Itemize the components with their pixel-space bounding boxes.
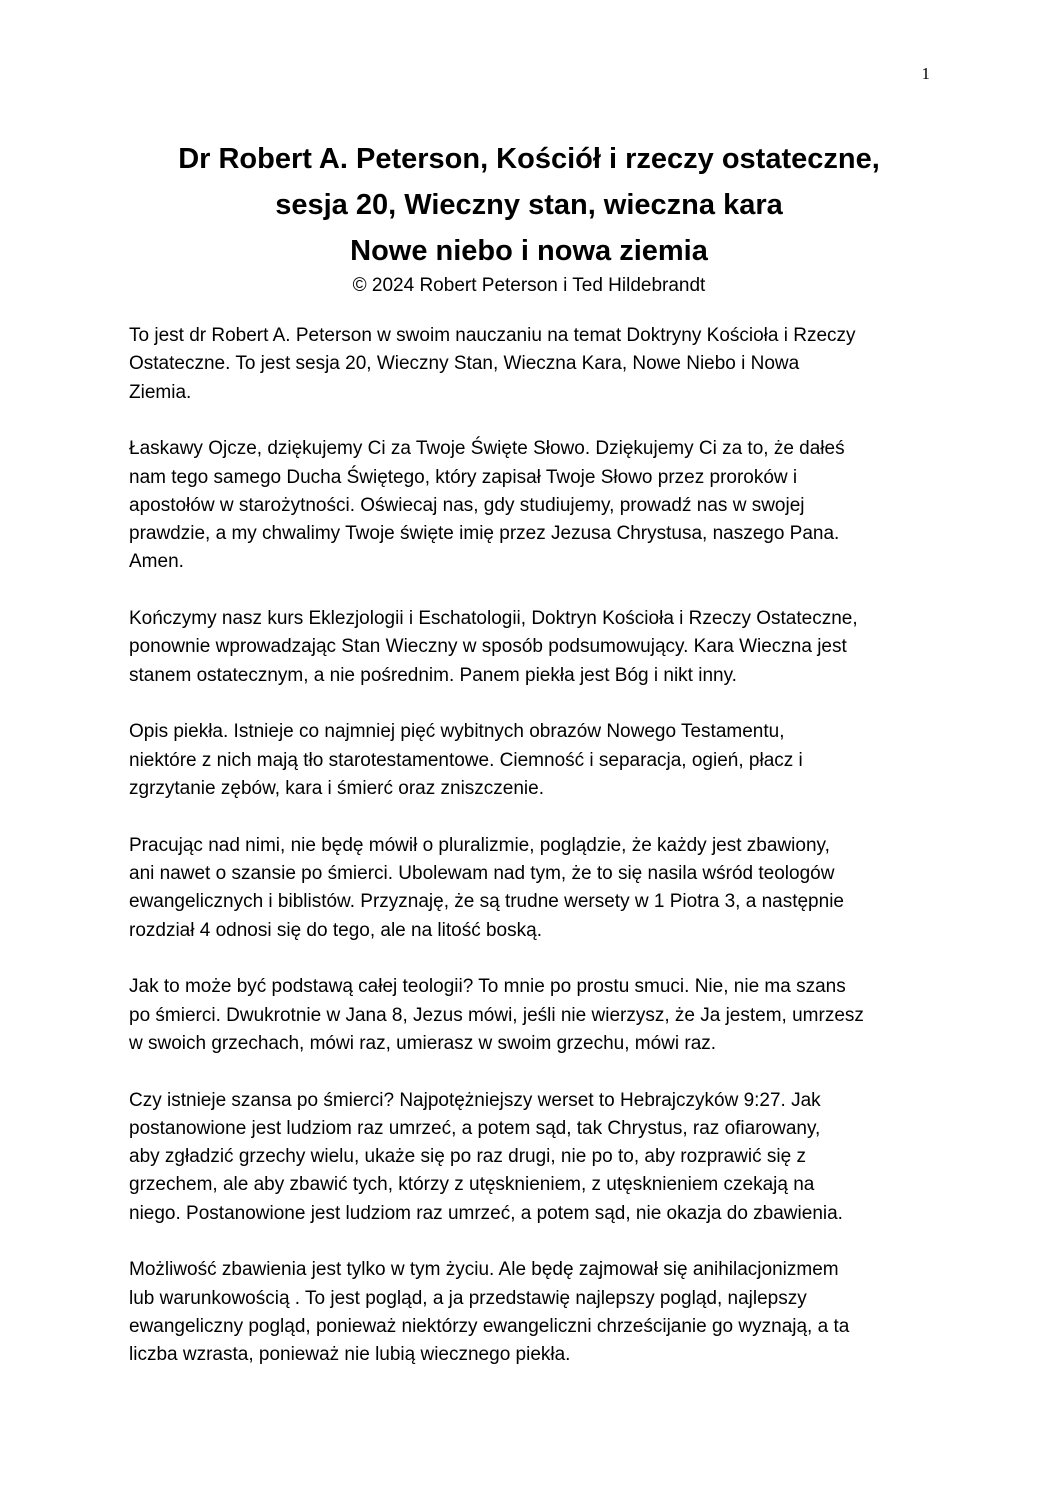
text-line: prawdzie, a my chwalimy Twoje święte imię przez Jezusa Chrystusa, naszego Pana. [129, 523, 840, 545]
paragraph-1 [129, 322, 939, 407]
copyright-notice: © 2024 Robert Peterson i Ted Hildebrandt [352, 275, 706, 296]
paragraph-6 [129, 973, 939, 1058]
text-line: nam tego samego Ducha Świętego, który zapisał Twoje Słowo przez proroków i [129, 466, 798, 488]
text-line: liczba wzrasta, ponieważ nie lubią wiecznego piekła. [129, 1344, 571, 1366]
text-line: apostołów w starożytności. Oświecaj nas, gdy studiujemy, prowadź nas w swojej [129, 494, 805, 516]
paragraph-8 [129, 1256, 939, 1369]
paragraph-4 [129, 718, 939, 803]
text-line: po śmierci. Dwukrotnie w Jana 8, Jezus mówi, jeśli nie wierzysz, że Ja jestem, umrzesz [129, 1004, 864, 1026]
text-line: Amen. [129, 551, 184, 573]
text-line: Jak to może być podstawą całej teologii? To mnie po prostu smuci. Nie, nie ma szans [129, 976, 846, 998]
text-line: ani nawet o szansie po śmierci. Ubolewam nad tym, że to się nasila wśród teologów [129, 863, 835, 885]
paragraph-7 [129, 1087, 939, 1228]
text-line: niektóre z nich mają tło starotestamentowe. Ciemność i separacja, ogień, płacz i [129, 749, 803, 771]
paragraph-3 [129, 605, 939, 690]
text-line: Pracując nad nimi, nie będę mówił o pluralizmie, poglądzie, że każdy jest zbawiony, [129, 834, 830, 856]
text-line: Możliwość zbawienia jest tylko w tym życiu. Ale będę zajmował się anihilacjonizmem [129, 1259, 839, 1281]
text-line: niego. Postanowione jest ludziom raz umrzeć, a potem sąd, nie okazja do zbawienia. [129, 1202, 843, 1224]
text-line: grzechem, ale aby zbawić tych, którzy z utęsknieniem, z utęsknieniem czekają na [129, 1174, 815, 1196]
title-block [60, 136, 998, 300]
body-text [129, 322, 939, 1398]
text-line: postanowione jest ludziom raz umrzeć, a potem sąd, tak Chrystus, raz ofiarowany, [129, 1117, 821, 1139]
document-title-line-3: Nowe niebo i nowa ziemia [350, 235, 708, 267]
paragraph-2 [129, 435, 939, 576]
text-line: Ostateczne. To jest sesja 20, Wieczny Stan, Wieczna Kara, Nowe Niebo i Nowa [129, 353, 800, 375]
text-line: aby zgładzić grzechy wielu, ukaże się po raz drugi, nie po to, aby rozprawić się z [129, 1146, 806, 1168]
text-line: Łaskawy Ojcze, dziękujemy Ci za Twoje Święte Słowo. Dziękujemy Ci za to, że dałeś [129, 438, 845, 460]
text-line: lub warunkowością . To jest pogląd, a ja przedstawię najlepszy pogląd, najlepszy [129, 1287, 807, 1309]
text-line: Ziemia. [129, 381, 192, 403]
paragraph-5 [129, 832, 939, 945]
text-line: Kończymy nasz kurs Eklezjologii i Eschatologii, Doktryn Kościoła i Rzeczy Ostateczne, [129, 608, 858, 630]
page-number: 1 [921, 64, 930, 83]
text-line: zgrzytanie zębów, kara i śmierć oraz zniszczenie. [129, 778, 544, 800]
text-line: ewangeliczny pogląd, ponieważ niektórzy ewangeliczni chrześcijanie go wyznają, a ta [129, 1316, 850, 1338]
text-line: ponownie wprowadzając Stan Wieczny w sposób podsumowujący. Kara Wieczna jest [129, 636, 847, 658]
text-line: stanem ostatecznym, a nie pośrednim. Panem piekła jest Bóg i nikt inny. [129, 664, 737, 686]
document-title-line-2: sesja 20, Wieczny stan, wieczna kara [275, 189, 783, 221]
text-line: w swoich grzechach, mówi raz, umierasz w swoim grzechu, mówi raz. [129, 1032, 717, 1054]
document-title-line-1: Dr Robert A. Peterson, Kościół i rzeczy ostateczne, [178, 143, 880, 175]
text-line: To jest dr Robert A. Peterson w swoim nauczaniu na temat Doktryny Kościoła i Rzeczy [129, 325, 856, 346]
text-line: Czy istnieje szansa po śmierci? Najpotężniejszy werset to Hebrajczyków 9:27. Jak [129, 1089, 821, 1111]
text-line: Opis piekła. Istnieje co najmniej pięć wybitnych obrazów Nowego Testamentu, [129, 721, 785, 743]
text-line: rozdział 4 odnosi się do tego, ale na litość boską. [129, 919, 542, 941]
text-line: ewangelicznych i biblistów. Przyznaję, że są trudne wersety w 1 Piotra 3, a następnie [129, 891, 844, 913]
